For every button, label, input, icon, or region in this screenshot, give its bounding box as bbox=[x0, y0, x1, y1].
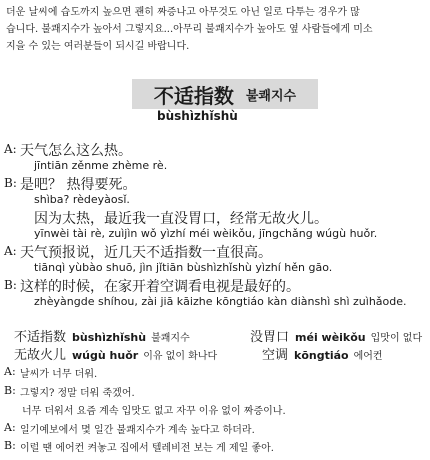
translation-text: 이럴 땐 에어컨 켜놓고 집에서 텔레비전 보는 게 제일 좋아. bbox=[20, 443, 274, 454]
chinese-sentence: 天气预报说，近几天不适指数一直很高。 bbox=[20, 245, 272, 261]
vocab-pinyin: méi wèikǒu bbox=[295, 331, 366, 344]
intro-line: 습니다. 불쾌지수가 높아서 그렇지요...아무리 불쾌지수가 높아도 옆 사람들에게 미소 bbox=[6, 24, 373, 35]
vocab-chinese: 无故火儿 bbox=[14, 348, 67, 363]
dialog-line bbox=[0, 242, 430, 259]
lesson-title-banner bbox=[132, 79, 318, 109]
pinyin-sentence: tiānqì yùbào shuō, jìn jǐtiān bùshìzhǐshù yìzhí hěn gāo. bbox=[34, 261, 333, 274]
dialog bbox=[0, 140, 430, 310]
vocab-chinese: 不适指数 bbox=[14, 330, 67, 345]
pinyin-line bbox=[0, 157, 430, 174]
translation-line bbox=[0, 420, 430, 439]
vocab-pinyin: wúgù huǒr bbox=[72, 349, 139, 362]
translation-line bbox=[0, 383, 430, 402]
vocab-row bbox=[0, 344, 430, 362]
chinese-sentence: 因为太热，最近我一直没胃口，经常无故火儿。 bbox=[34, 211, 328, 227]
pinyin-sentence: yīnwèi tài rè, zuìjìn wǒ yìzhí méi wèikǒu, jīngchǎng wúgù huǒr. bbox=[34, 227, 378, 240]
dialog-line bbox=[0, 174, 430, 191]
translation-text: 일기예보에서 몇 일간 불쾌지수가 계속 높다고 하더라. bbox=[20, 424, 255, 436]
lesson-title-pinyin: bùshìzhǐshù bbox=[157, 109, 238, 123]
vocabulary-list bbox=[0, 326, 430, 362]
pinyin-line bbox=[0, 293, 430, 310]
chinese-sentence: 天气怎么这么热。 bbox=[20, 143, 132, 159]
translation-line bbox=[0, 364, 430, 383]
pinyin-sentence: zhèyàngde shíhou, zài jiā kāizhe kōngtiáo kàn diànshì shì zuìhǎode. bbox=[34, 295, 407, 308]
dialog-line bbox=[0, 276, 430, 293]
speaker-label: A: bbox=[4, 365, 16, 378]
korean-translation bbox=[0, 364, 430, 457]
chinese-sentence: 是吧？ 热得要死。 bbox=[20, 177, 137, 193]
intro-line: 더운 날씨에 습도까지 높으면 괜히 짜증나고 아무것도 아닌 일로 다투는 경우가 많 bbox=[6, 7, 360, 18]
speaker-label: B: bbox=[4, 176, 17, 190]
dialog-line bbox=[0, 140, 430, 157]
vocab-item bbox=[250, 326, 422, 345]
vocab-korean: 입맛이 없다 bbox=[370, 333, 423, 344]
vocab-pinyin: bùshìzhǐshù bbox=[72, 331, 147, 344]
lesson-title-korean: 불쾌지수 bbox=[245, 88, 297, 104]
speaker-label: B: bbox=[4, 383, 16, 397]
translation-text: 너무 더워서 요즘 계속 입맛도 없고 자꾸 이유 없이 짜증이나. bbox=[22, 406, 286, 417]
pinyin-sentence: shìba? rèdeyàosǐ. bbox=[34, 193, 130, 206]
speaker-label: A: bbox=[4, 420, 16, 434]
vocab-row bbox=[0, 326, 430, 344]
vocab-chinese: 空调 bbox=[262, 348, 289, 363]
translation-text: 그렇지? 정말 더워 죽겠어. bbox=[20, 387, 135, 399]
speaker-label: B: bbox=[4, 439, 16, 452]
lesson-title-chinese: 不适指数 bbox=[153, 83, 234, 108]
vocab-korean: 에어컨 bbox=[353, 351, 383, 362]
translation-line bbox=[0, 401, 430, 420]
dialog-line bbox=[0, 208, 430, 225]
pinyin-line bbox=[0, 259, 430, 276]
vocab-item bbox=[14, 344, 217, 363]
vocab-korean: 이유 없이 화나다 bbox=[143, 351, 218, 362]
pinyin-line bbox=[0, 225, 430, 242]
speaker-label: A: bbox=[4, 244, 17, 258]
vocab-item bbox=[14, 326, 190, 345]
translation-line bbox=[0, 438, 430, 457]
intro-line: 지을 수 있는 여러분들이 되시길 바랍니다. bbox=[6, 41, 190, 52]
speaker-label: B: bbox=[4, 278, 17, 292]
intro-paragraph bbox=[6, 4, 428, 55]
pinyin-line bbox=[0, 191, 430, 208]
pinyin-sentence: jīntiān zěnme zhème rè. bbox=[34, 159, 168, 172]
translation-text: 날씨가 너무 더워. bbox=[20, 369, 98, 380]
speaker-label: A: bbox=[4, 142, 17, 156]
vocab-korean: 불쾌지수 bbox=[151, 333, 190, 344]
vocab-chinese: 没胃口 bbox=[250, 330, 290, 345]
vocab-item bbox=[262, 344, 383, 363]
vocab-pinyin: kōngtiáo bbox=[294, 349, 349, 362]
chinese-sentence: 这样的时候，在家开着空调看电视是最好的。 bbox=[20, 279, 300, 295]
